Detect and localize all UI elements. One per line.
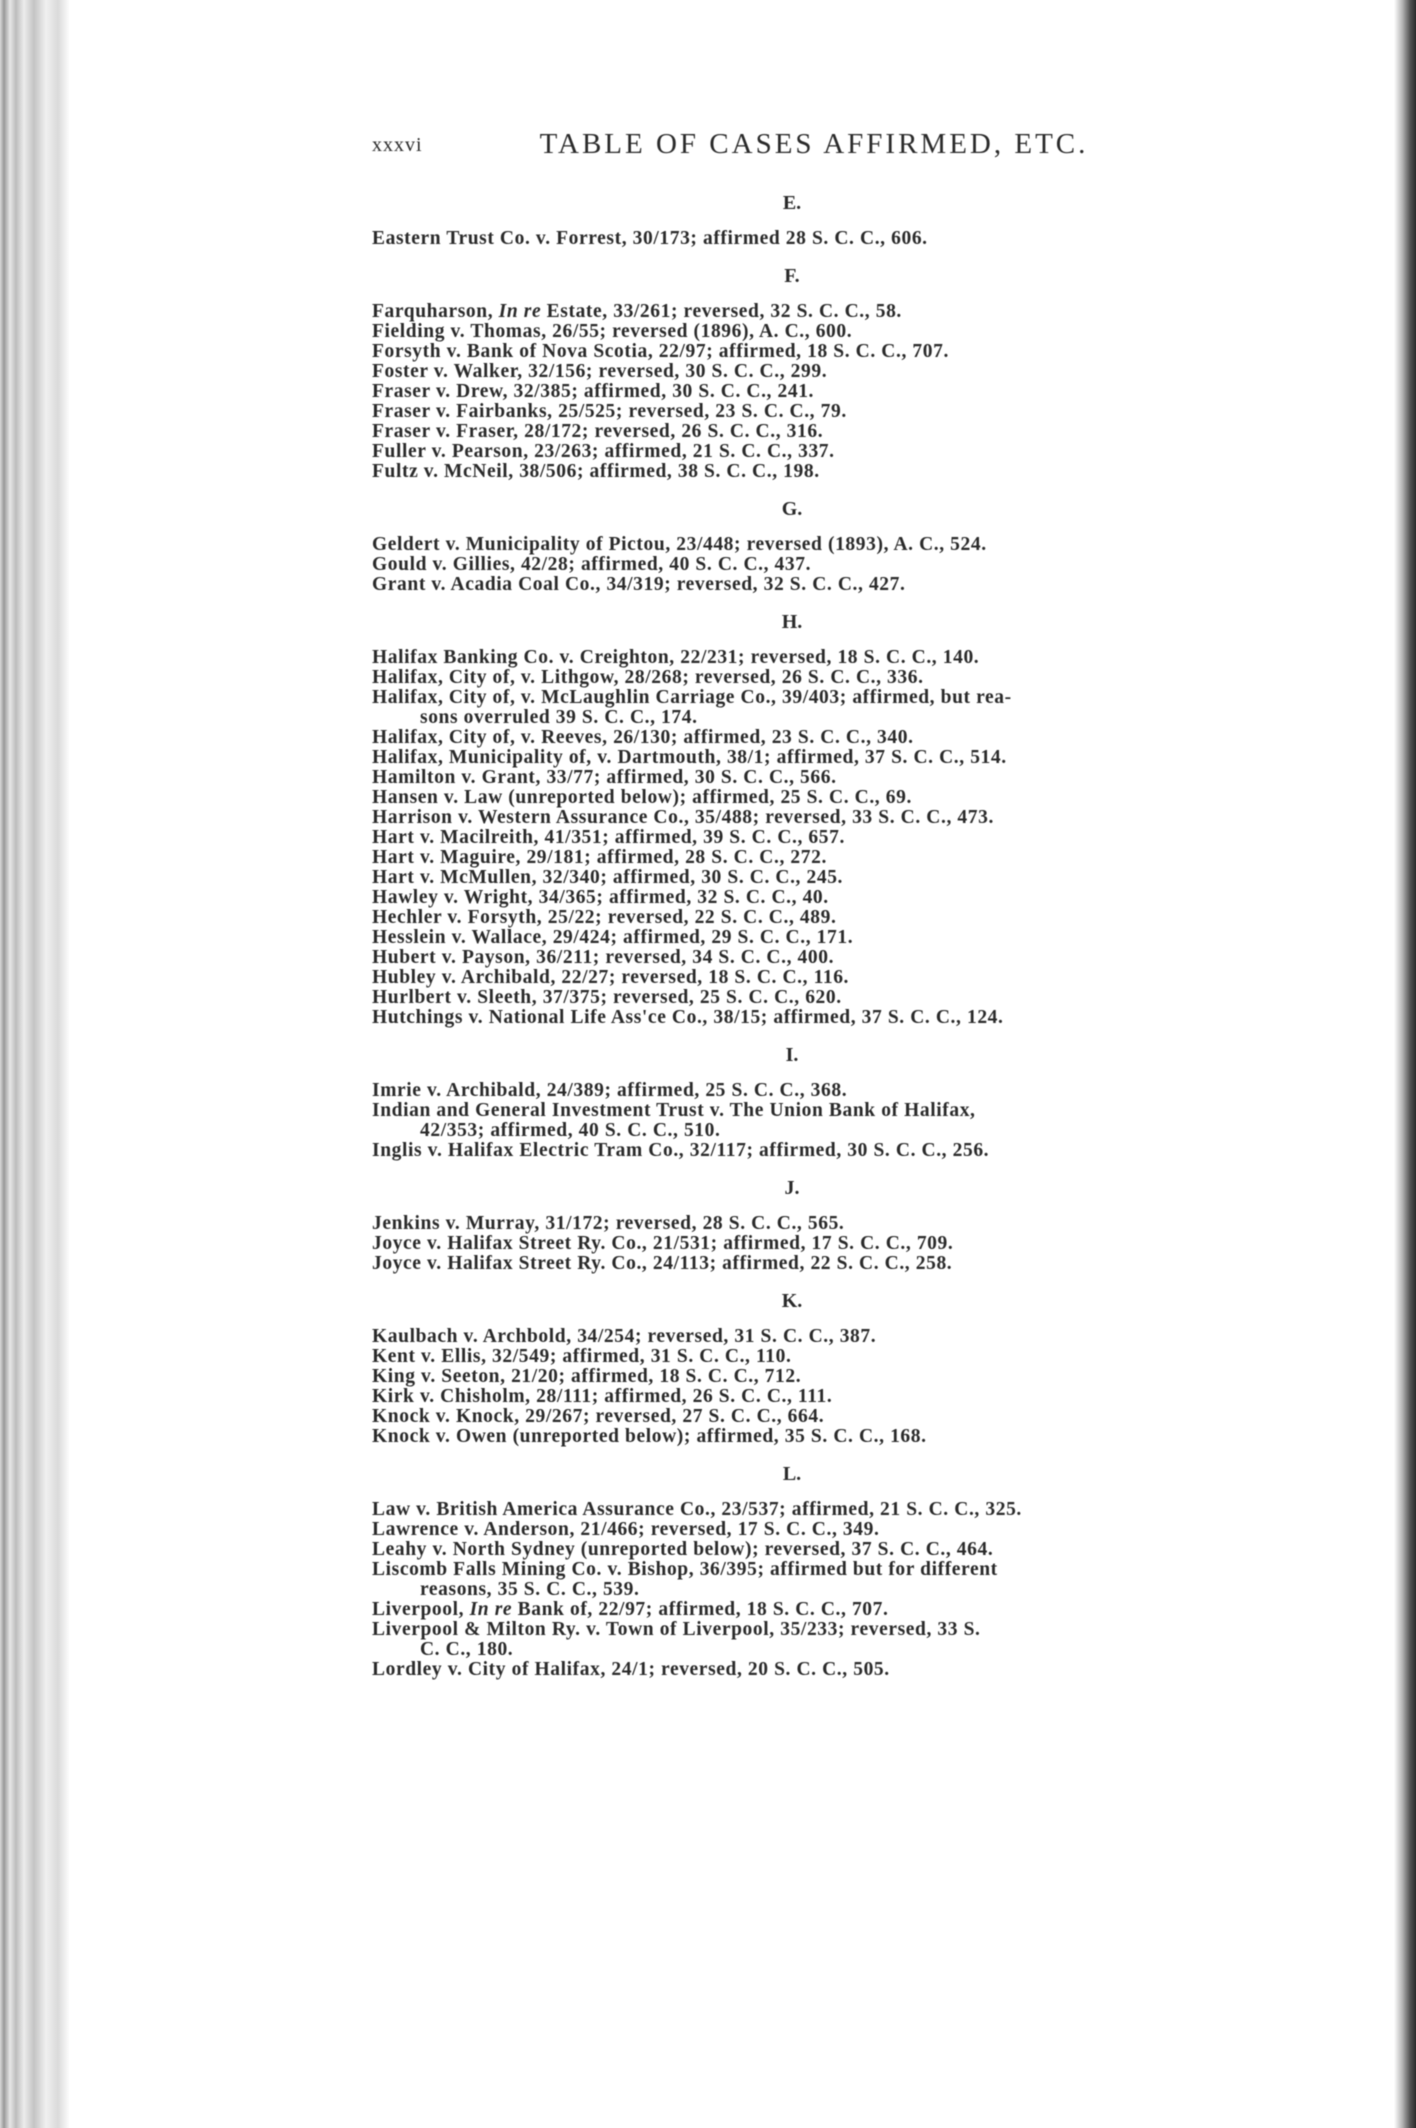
case-entry-line: Joyce v. Halifax Street Ry. Co., 21/531; affirmed, 17 S. C. C., 709.	[372, 1233, 954, 1254]
case-entry-line	[372, 1600, 1220, 1620]
case-entry	[372, 1008, 1220, 1028]
section-letter: G.	[781, 498, 803, 520]
page-number: xxxvi	[372, 134, 423, 156]
section-i	[372, 1044, 1220, 1161]
case-name-lead: Farquharson,	[372, 301, 499, 322]
case-entry-line: Hurlbert v. Sleeth, 37/375; reversed, 25 S. C. C., 620.	[372, 987, 842, 1008]
section-g	[372, 498, 1220, 595]
case-entry-line: Hubley v. Archibald, 22/27; reversed, 18 S. C. C., 116.	[372, 967, 850, 988]
case-entry	[372, 988, 1220, 1008]
case-entry-line: Jenkins v. Murray, 31/172; reversed, 28 S. C. C., 565.	[372, 1213, 845, 1234]
case-entry-line: Gould v. Gillies, 42/28; affirmed, 40 S. C. C., 437.	[372, 554, 812, 575]
section-letter: L.	[782, 1463, 802, 1485]
section-letter: H.	[781, 611, 803, 633]
page-header	[372, 128, 1192, 176]
case-name-lead: Liverpool,	[372, 1599, 470, 1620]
case-entry	[372, 948, 1220, 968]
case-entry	[372, 1347, 1220, 1367]
case-entry-continuation: reasons, 35 S. C. C., 539.	[420, 1579, 640, 1600]
section-letter: E.	[782, 192, 802, 214]
case-entry-line: Indian and General Investment Trust v. The Union Bank of Halifax,	[372, 1100, 976, 1121]
case-entry	[372, 535, 1220, 555]
case-entry-line: Hart v. McMullen, 32/340; affirmed, 30 S. C. C., 245.	[372, 867, 844, 888]
case-entry	[372, 229, 1220, 249]
case-entry-line: Imrie v. Archibald, 24/389; affirmed, 25 S. C. C., 368.	[372, 1080, 848, 1101]
case-entry-line: Eastern Trust Co. v. Forrest, 30/173; affirmed 28 S. C. C., 606.	[372, 228, 928, 249]
case-entry	[372, 788, 1220, 808]
case-entry-line: Hart v. Macilreith, 41/351; affirmed, 39 S. C. C., 657.	[372, 827, 845, 848]
running-title: TABLE OF CASES AFFIRMED, ETC.	[539, 128, 1089, 160]
case-entry-line: Fraser v. Fairbanks, 25/525; reversed, 23 S. C. C., 79.	[372, 401, 847, 422]
case-entry-line: Hubert v. Payson, 36/211; reversed, 34 S. C. C., 400.	[372, 947, 835, 968]
section-l	[372, 1463, 1220, 1680]
case-entry-line: Law v. British America Assurance Co., 23/537; affirmed, 21 S. C. C., 325.	[372, 1499, 1022, 1520]
case-entry-line: Hamilton v. Grant, 33/77; affirmed, 30 S. C. C., 566.	[372, 767, 837, 788]
case-entry	[372, 1520, 1220, 1540]
case-entry-line: Fraser v. Fraser, 28/172; reversed, 26 S. C. C., 316.	[372, 421, 824, 442]
case-entry	[372, 462, 1220, 482]
case-entry	[372, 302, 1220, 322]
case-entry	[372, 868, 1220, 888]
case-entry	[372, 888, 1220, 908]
case-entry	[372, 442, 1220, 462]
case-entry	[372, 1387, 1220, 1407]
case-entry-line: Inglis v. Halifax Electric Tram Co., 32/117; affirmed, 30 S. C. C., 256.	[372, 1140, 990, 1161]
case-entry	[372, 1081, 1220, 1101]
case-name-rest: Estate, 33/261; reversed, 32 S. C. C., 58.	[541, 301, 902, 322]
case-entry	[372, 848, 1220, 868]
case-name-italic: In re	[498, 301, 542, 322]
case-entry	[372, 1234, 1220, 1254]
case-entry	[372, 768, 1220, 788]
case-entry	[372, 648, 1220, 668]
case-entry	[372, 688, 1220, 728]
case-entry-line: King v. Seeton, 21/20; affirmed, 18 S. C. C., 712.	[372, 1366, 802, 1387]
case-entry	[372, 668, 1220, 688]
case-entry-line: Harrison v. Western Assurance Co., 35/488; reversed, 33 S. C. C., 473.	[372, 807, 994, 828]
case-entry	[372, 382, 1220, 402]
case-entry-continuation: sons overruled 39 S. C. C., 174.	[420, 707, 698, 728]
case-entry	[372, 1427, 1220, 1447]
case-entry	[372, 748, 1220, 768]
case-entry	[372, 555, 1220, 575]
case-entry-line: Halifax, City of, v. Reeves, 26/130; affirmed, 23 S. C. C., 340.	[372, 727, 914, 748]
case-entry-line: Joyce v. Halifax Street Ry. Co., 24/113; affirmed, 22 S. C. C., 258.	[372, 1253, 953, 1274]
case-entry-line: Hechler v. Forsyth, 25/22; reversed, 22 S. C. C., 489.	[372, 907, 837, 928]
case-entry	[372, 908, 1220, 928]
section-h	[372, 611, 1220, 1028]
case-entry	[372, 1407, 1220, 1427]
case-entry	[372, 1600, 1220, 1620]
case-entry-line: Kaulbach v. Archbold, 34/254; reversed, 31 S. C. C., 387.	[372, 1326, 877, 1347]
case-entry	[372, 422, 1220, 442]
case-entry	[372, 1620, 1220, 1660]
section-letter: J.	[784, 1177, 800, 1199]
case-entry-line: Halifax Banking Co. v. Creighton, 22/231; reversed, 18 S. C. C., 140.	[372, 647, 980, 668]
case-entry	[372, 1101, 1220, 1141]
case-entry-line: Lawrence v. Anderson, 21/466; reversed, 17 S. C. C., 349.	[372, 1519, 880, 1540]
case-entry-continuation: C. C., 180.	[420, 1639, 514, 1660]
case-entry	[372, 575, 1220, 595]
case-entry-line: Kent v. Ellis, 32/549; affirmed, 31 S. C. C., 110.	[372, 1346, 792, 1367]
case-entry-line: Lordley v. City of Halifax, 24/1; reversed, 20 S. C. C., 505.	[372, 1659, 890, 1680]
case-name-italic: In re	[469, 1599, 513, 1620]
case-entry-line: Fultz v. McNeil, 38/506; affirmed, 38 S. C. C., 198.	[372, 461, 820, 482]
case-entry	[372, 1214, 1220, 1234]
case-entry-line: Foster v. Walker, 32/156; reversed, 30 S. C. C., 299.	[372, 361, 828, 382]
case-entry	[372, 1540, 1220, 1560]
case-entry	[372, 828, 1220, 848]
case-entry	[372, 362, 1220, 382]
case-entry	[372, 402, 1220, 422]
case-entry-continuation: 42/353; affirmed, 40 S. C. C., 510.	[420, 1120, 721, 1141]
case-entry-line: Halifax, City of, v. Lithgow, 28/268; reversed, 26 S. C. C., 336.	[372, 667, 924, 688]
case-entry	[372, 1367, 1220, 1387]
case-entry-line: Forsyth v. Bank of Nova Scotia, 22/97; affirmed, 18 S. C. C., 707.	[372, 341, 949, 362]
case-entry	[372, 1254, 1220, 1274]
section-letter: I.	[785, 1044, 799, 1066]
case-entry	[372, 1660, 1220, 1680]
case-entry	[372, 928, 1220, 948]
case-entry-line: Knock v. Knock, 29/267; reversed, 27 S. C. C., 664.	[372, 1406, 825, 1427]
section-e	[372, 192, 1220, 249]
case-entry-line: Fuller v. Pearson, 23/263; affirmed, 21 S. C. C., 337.	[372, 441, 835, 462]
case-entry-line: Hansen v. Law (unreported below); affirmed, 25 S. C. C., 69.	[372, 787, 912, 808]
case-entry-line: Liscomb Falls Mining Co. v. Bishop, 36/395; affirmed but for different	[372, 1559, 998, 1580]
section-letter: K.	[781, 1290, 803, 1312]
case-entry-line: Fraser v. Drew, 32/385; affirmed, 30 S. C. C., 241.	[372, 381, 815, 402]
case-entry-line: Halifax, Municipality of, v. Dartmouth, 38/1; affirmed, 37 S. C. C., 514.	[372, 747, 1007, 768]
case-entry-line: Knock v. Owen (unreported below); affirmed, 35 S. C. C., 168.	[372, 1426, 927, 1447]
case-entry-line	[372, 302, 1220, 322]
book-binding-shadow	[0, 0, 70, 2128]
case-entry-line: Grant v. Acadia Coal Co., 34/319; reversed, 32 S. C. C., 427.	[372, 574, 906, 595]
case-entry	[372, 342, 1220, 362]
case-entry-line: Fielding v. Thomas, 26/55; reversed (1896), A. C., 600.	[372, 321, 853, 342]
case-entry	[372, 1327, 1220, 1347]
case-entry-line: Geldert v. Municipality of Pictou, 23/448; reversed (1893), A. C., 524.	[372, 534, 987, 555]
case-entry	[372, 1500, 1220, 1520]
case-entry-line: Hart v. Maguire, 29/181; affirmed, 28 S. C. C., 272.	[372, 847, 827, 868]
section-j	[372, 1177, 1220, 1274]
case-entry-line: Hutchings v. National Life Ass'ce Co., 38/15; affirmed, 37 S. C. C., 124.	[372, 1007, 1004, 1028]
case-entry-line: Kirk v. Chisholm, 28/111; affirmed, 26 S. C. C., 111.	[372, 1386, 833, 1407]
section-f	[372, 265, 1220, 482]
case-entry	[372, 728, 1220, 748]
case-entry-line: Liverpool & Milton Ry. v. Town of Liverpool, 35/233; reversed, 33 S.	[372, 1619, 981, 1640]
book-page	[372, 128, 1220, 1686]
section-letter: F.	[784, 265, 800, 287]
case-entry	[372, 322, 1220, 342]
case-table	[372, 192, 1220, 1680]
page-edge-shadow	[1394, 0, 1416, 2128]
case-entry	[372, 968, 1220, 988]
case-entry-line: Hawley v. Wright, 34/365; affirmed, 32 S. C. C., 40.	[372, 887, 829, 908]
section-k	[372, 1290, 1220, 1447]
case-entry	[372, 1141, 1220, 1161]
case-entry-line: Leahy v. North Sydney (unreported below); reversed, 37 S. C. C., 464.	[372, 1539, 994, 1560]
case-name-rest: Bank of, 22/97; affirmed, 18 S. C. C., 707.	[512, 1599, 889, 1620]
case-entry-line: Hesslein v. Wallace, 29/424; affirmed, 29 S. C. C., 171.	[372, 927, 854, 948]
case-entry	[372, 1560, 1220, 1600]
case-entry-line: Halifax, City of, v. McLaughlin Carriage Co., 39/403; affirmed, but rea-	[372, 687, 1012, 708]
case-entry	[372, 808, 1220, 828]
